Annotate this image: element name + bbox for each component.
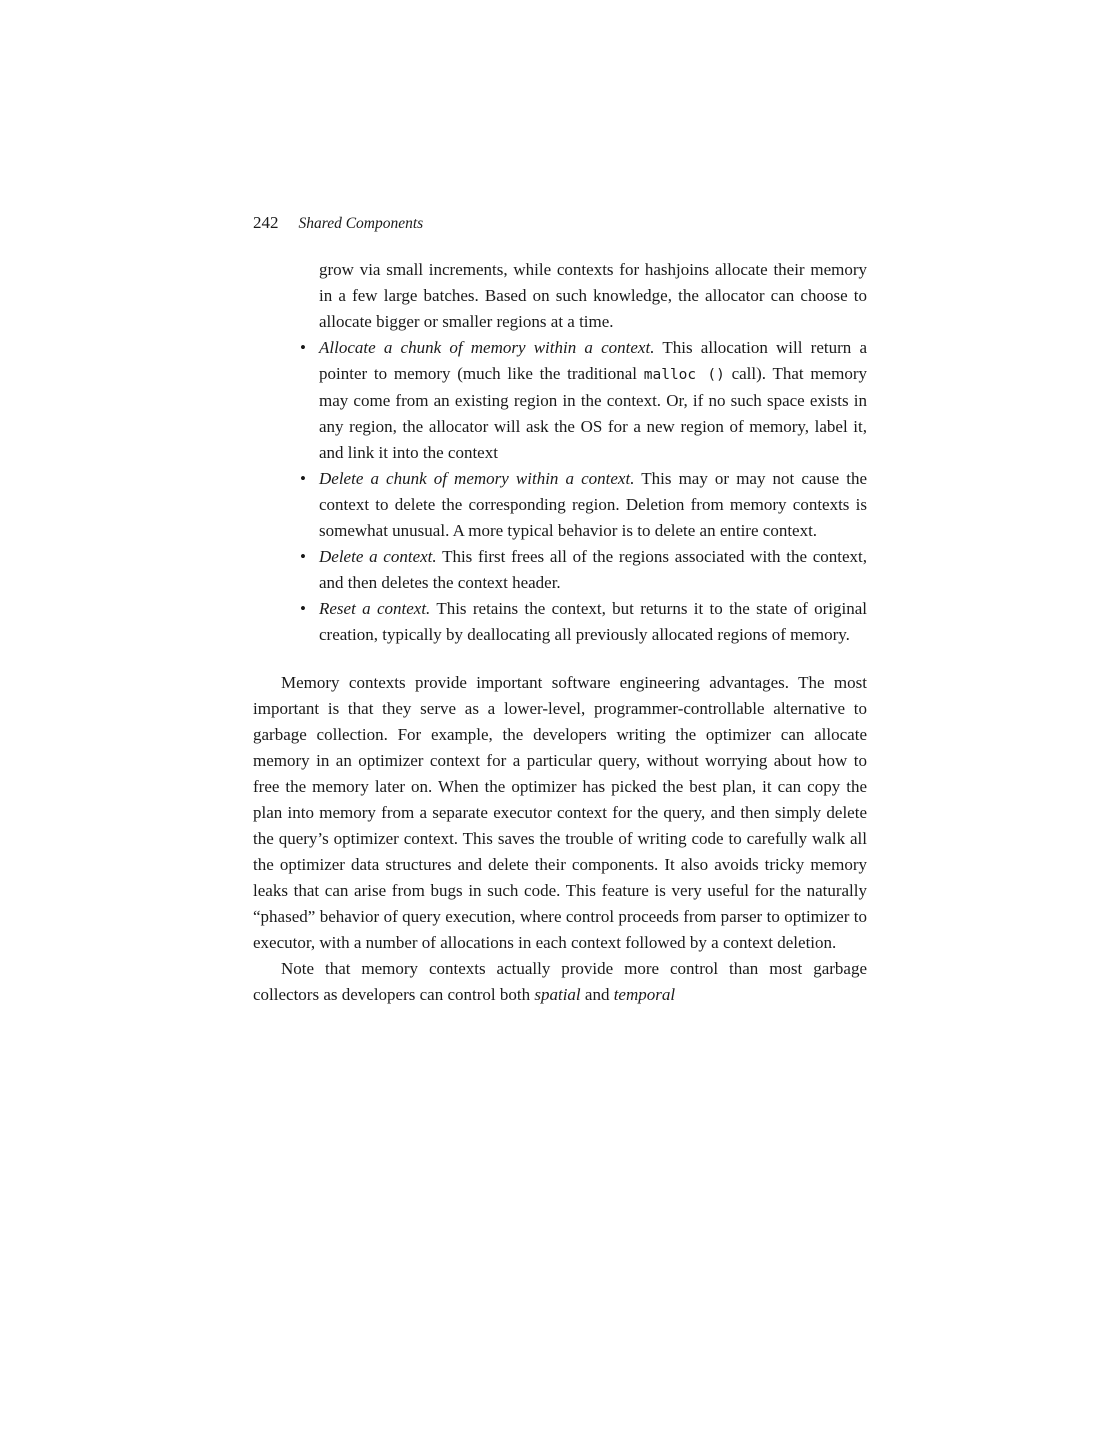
bullet-body-text: This retains the context, but returns it to the state of original creation, typically by deallocating all previously allocated regions of memory. [319, 599, 867, 644]
list-item-reset-context [319, 596, 867, 648]
bullet-lead: Delete a chunk of memory within a context. [319, 469, 635, 488]
bulleted-list-block [319, 257, 867, 648]
bullet-paragraph [319, 335, 867, 466]
bullet-body-text: This first frees all of the regions associated with the context, and then deletes the context header. [319, 547, 867, 592]
paragraph-memory-contexts: Memory contexts provide important software engineering advantages. The most important is that they serve as a lower-level, programmer-controllable alternative to garbage collection. For example, the developers writing the optimizer can allocate memory in an optimizer context for a particular query, without worrying about how to free the memory later on. When the optimizer has picked the best plan, it can copy the plan into memory from a separate executor context for the query, and then simply delete the query’s optimizer context. This saves the trouble of writing code to carefully walk all the optimizer data structures and delete their components. It also avoids tricky memory leaks that can arise from bugs in such code. This feature is very useful for the naturally “phased” behavior of query execution, where control proceeds from parser to optimizer to executor, with a number of allocations in each context followed by a context deletion. [253, 673, 867, 952]
bullet-paragraph [319, 596, 867, 648]
bullet-icon [300, 544, 306, 570]
running-head: Shared Components [298, 215, 424, 232]
bullet-lead: Allocate a chunk of memory within a context. [319, 338, 655, 357]
bullet-icon [300, 466, 306, 492]
paragraph-text: and [580, 985, 614, 1004]
page-header [253, 210, 867, 237]
continuation-paragraph: grow via small increments, while contexts for hashjoins allocate their memory in a few large batches. Based on such knowledge, the allocator can choose to allocate bigger or smaller regions at a time. [319, 260, 867, 331]
content-column [253, 210, 867, 1008]
paragraph-note [253, 956, 867, 1008]
paragraph-text: Note that memory contexts actually provide more control than most garbage collectors as developers can control both [253, 959, 867, 1004]
list-item-delete-context [319, 544, 867, 596]
bullet-icon [300, 335, 306, 361]
bullet-paragraph [319, 544, 867, 596]
page-number: 242 [253, 213, 279, 232]
bullet-body-text: This may or may not cause the context to delete the corresponding region. Deletion from memory contexts is somewhat unusual. A more typical behavior is to delete an entire context. [319, 469, 867, 540]
bullet-lead: Delete a context. [319, 547, 437, 566]
bullet-body-text: call). That memory may come from an existing region in the context. Or, if no such space exists in any region, the allocator will ask the OS for a new region of memory, label it, and link it into the context [319, 364, 867, 462]
list-item-delete-chunk [319, 466, 867, 544]
bullet-icon [300, 596, 306, 622]
bullet-body-text: This allocation will return a pointer to memory (much like the traditional [319, 338, 868, 383]
italic-term-spatial: spatial [534, 985, 581, 1004]
italic-term-temporal: temporal [613, 985, 676, 1004]
list-item-allocate-chunk [319, 335, 867, 466]
inline-code: malloc () [643, 367, 725, 383]
bullet-lead: Reset a context. [319, 599, 431, 618]
bullet-paragraph [319, 466, 867, 544]
